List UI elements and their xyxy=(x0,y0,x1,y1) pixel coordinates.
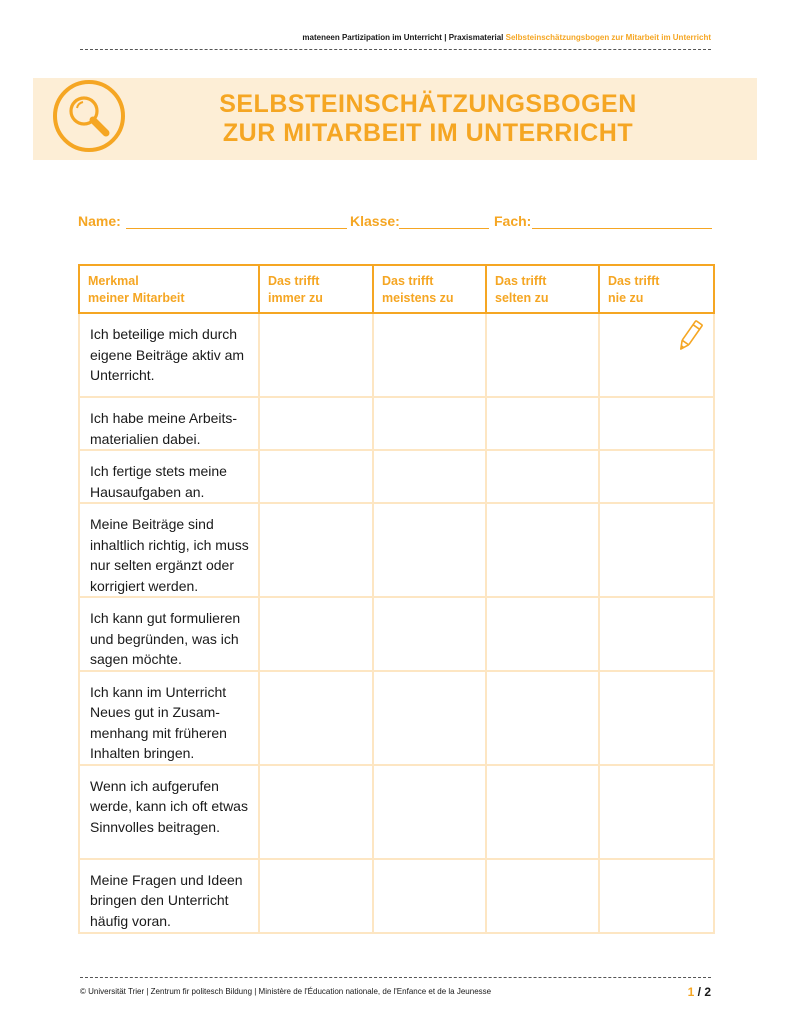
name-label: Name: xyxy=(78,213,121,229)
rating-cell-always[interactable] xyxy=(259,765,373,859)
table-row xyxy=(79,859,714,933)
title-banner xyxy=(33,78,757,160)
rating-cell-mostly[interactable] xyxy=(373,671,486,765)
class-label: Klasse: xyxy=(350,213,400,229)
rating-cell-mostly[interactable] xyxy=(373,397,486,450)
criterion-text: Wenn ich aufgerufen werde, kann ich oft etwas Sinnvolles beitragen. xyxy=(79,765,259,859)
self-assessment-table xyxy=(78,264,715,934)
header-separator: | xyxy=(444,33,447,42)
header-always: Das trifft immer zu xyxy=(259,265,373,313)
page-title xyxy=(33,90,757,148)
page-title-line1: SELBSTEINSCHÄTZUNGSBOGEN xyxy=(219,90,637,118)
criterion-text: Ich fertige stets meine Hausaufgaben an. xyxy=(79,450,259,503)
subject-label: Fach: xyxy=(494,213,532,229)
rating-cell-never[interactable] xyxy=(599,671,714,765)
table-row xyxy=(79,503,714,597)
rating-cell-never[interactable] xyxy=(599,503,714,597)
rating-cell-always[interactable] xyxy=(259,503,373,597)
header-series: mateneen Partizipation im Unterricht xyxy=(302,33,442,42)
table-row xyxy=(79,313,714,397)
criterion-text: Ich kann im Unterricht Neues gut in Zusam- menhang mit früheren Inhalten bringen. xyxy=(79,671,259,765)
page-current: 1 xyxy=(687,985,695,999)
rating-cell-mostly[interactable] xyxy=(373,313,486,397)
rating-cell-never[interactable] xyxy=(599,597,714,671)
header-doc-title: Selbsteinschätzungsbogen zur Mitarbeit im Unterricht xyxy=(505,33,711,42)
rating-cell-mostly[interactable] xyxy=(373,765,486,859)
header-section: Praxismaterial xyxy=(448,33,504,42)
criterion-text: Meine Fragen und Ideen bringen den Unterricht häufig voran. xyxy=(79,859,259,933)
page-title-line2: ZUR MITARBEIT IM UNTERRICHT xyxy=(222,119,634,147)
header-rarely: Das trifft selten zu xyxy=(486,265,599,313)
header-mostly: Das trifft meistens zu xyxy=(373,265,486,313)
rating-cell-mostly[interactable] xyxy=(373,859,486,933)
table-row xyxy=(79,397,714,450)
student-info-fields xyxy=(78,213,712,233)
header-criterion: Merkmal meiner Mitarbeit xyxy=(79,265,259,313)
rating-cell-rarely[interactable] xyxy=(486,503,599,597)
footer-credits: © Universität Trier | Zentrum fir politesch Bildung | Ministère de l'Éducation nationale, de l'Enfance et de la Jeunesse xyxy=(80,987,492,996)
rating-cell-always[interactable] xyxy=(259,313,373,397)
criterion-text: Ich habe meine Arbeits- materialien dabei. xyxy=(79,397,259,450)
header-divider xyxy=(80,49,711,50)
table-header-row xyxy=(79,265,714,313)
rating-cell-always[interactable] xyxy=(259,597,373,671)
rating-cell-never[interactable] xyxy=(599,450,714,503)
table-row xyxy=(79,765,714,859)
footer-divider xyxy=(80,977,711,978)
rating-cell-rarely[interactable] xyxy=(486,450,599,503)
page-total: / 2 xyxy=(697,985,711,999)
class-field[interactable] xyxy=(399,228,489,229)
name-field[interactable] xyxy=(126,228,347,229)
table-row xyxy=(79,671,714,765)
rating-cell-rarely[interactable] xyxy=(486,597,599,671)
criterion-text: Ich kann gut formulieren und begründen, was ich sagen möchte. xyxy=(79,597,259,671)
rating-cell-always[interactable] xyxy=(259,397,373,450)
criterion-text: Ich beteilige mich durch eigene Beiträge aktiv am Unterricht. xyxy=(79,313,259,397)
table-row xyxy=(79,597,714,671)
running-header xyxy=(302,33,711,42)
table-row xyxy=(79,450,714,503)
rating-cell-never[interactable] xyxy=(599,765,714,859)
criterion-text: Meine Beiträge sind inhaltlich richtig, ich muss nur selten ergänzt oder korrigiert werden. xyxy=(79,503,259,597)
rating-cell-rarely[interactable] xyxy=(486,397,599,450)
rating-cell-rarely[interactable] xyxy=(486,313,599,397)
rating-cell-always[interactable] xyxy=(259,859,373,933)
rating-cell-never[interactable] xyxy=(599,397,714,450)
pencil-icon xyxy=(675,318,705,354)
rating-cell-always[interactable] xyxy=(259,450,373,503)
rating-cell-mostly[interactable] xyxy=(373,503,486,597)
rating-cell-rarely[interactable] xyxy=(486,859,599,933)
rating-cell-never[interactable] xyxy=(599,313,714,397)
subject-field[interactable] xyxy=(532,228,712,229)
rating-cell-mostly[interactable] xyxy=(373,597,486,671)
rating-cell-never[interactable] xyxy=(599,859,714,933)
page-number xyxy=(688,985,711,999)
rating-cell-rarely[interactable] xyxy=(486,765,599,859)
rating-cell-rarely[interactable] xyxy=(486,671,599,765)
rating-cell-mostly[interactable] xyxy=(373,450,486,503)
rating-cell-always[interactable] xyxy=(259,671,373,765)
header-never: Das trifft nie zu xyxy=(599,265,714,313)
